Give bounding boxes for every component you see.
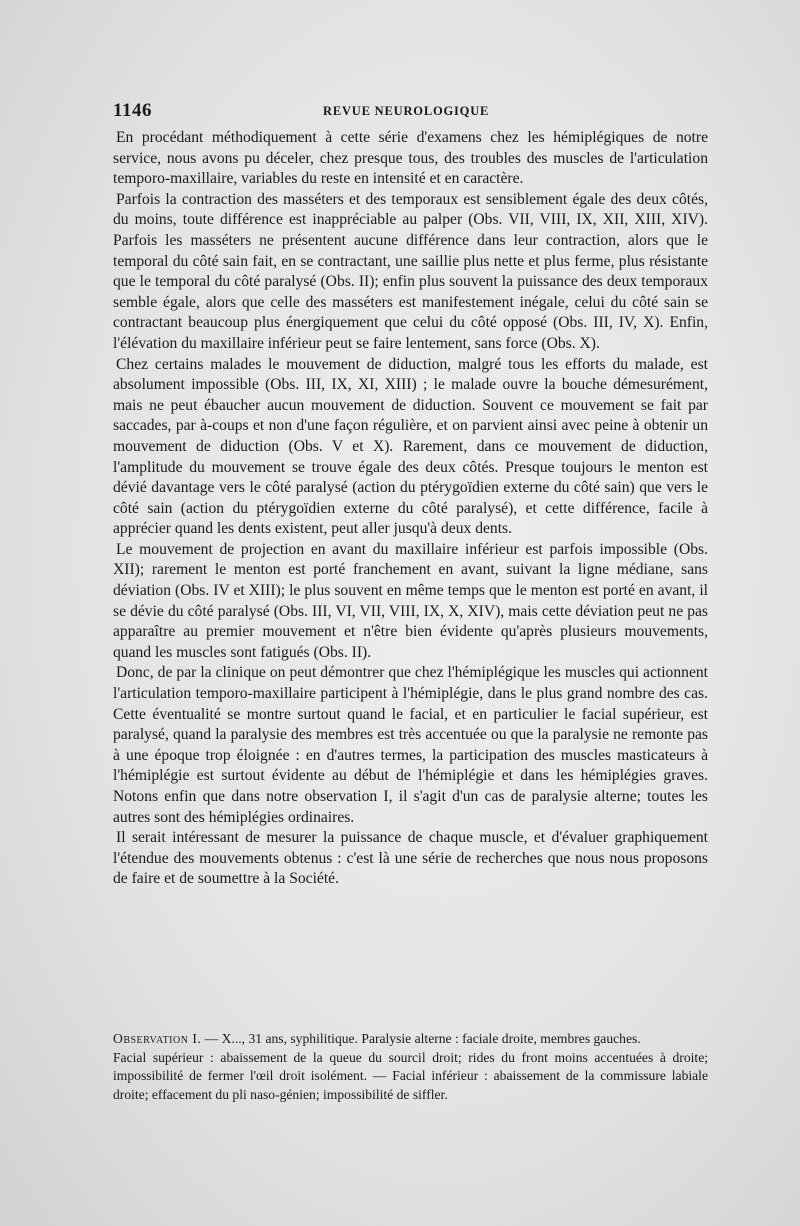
body-text: [113, 128, 708, 890]
page-number: 1146: [113, 100, 152, 121]
paragraph: En procédant méthodiquement à cette série d'examens chez les hémiplégiques de notre service, nous avons pu déceler, chez presque tous, des troubles des muscles de l'articulation temporo-maxillaire, variables du reste en intensité et en caractère.: [113, 129, 708, 188]
paragraph: Chez certains malades le mouvement de diduction, malgré tous les efforts du malade, est absolument impossible (Obs. III, IX, XI, XIII) ; le malade ouvre la bouche démesurément, mais ne peut ébaucher aucun mouvement de diduction. Souvent ce mouvement se fait par saccades, par à-coups et non d'une façon régulière, et on parvient ainsi avec peine à obtenir un mouvement de diduction (Obs. V et X). Rarement, dans ce mouvement de diduction, l'amplitude du mouvement se trouve égale des deux côtés. Presque toujours le menton est dévié davantage vers le côté paralysé (action du ptérygoïdien externe du côté sain) que vers le côté sain (action du ptérygoïdien externe du côté paralysé), et cette différence, facile à apprécier quand les dents existent, peut aller jusqu'à deux dents.: [113, 355, 708, 538]
observation-details: Facial supérieur : abaissement de la queue du sourcil droit; rides du front moins accentuées à droite; impossibilité de fermer l'œil droit isolément. — Facial inférieur : abaissement de la commissure labiale droite; effacement du pli naso-génien; impossibilité de siffler.: [113, 1049, 708, 1102]
observation-intro-text: — X..., 31 ans, syphilitique. Paralysie alterne : faciale droite, membres gauches.: [201, 1031, 641, 1046]
observation-intro: [113, 1030, 708, 1049]
observation-note: [113, 1030, 708, 1104]
observation-label: Observation I.: [113, 1031, 202, 1046]
paragraph: Il serait intéressant de mesurer la puissance de chaque muscle, et d'évaluer graphiquement l'étendue des mouvements obtenus : c'est là une série de recherches que nous nous proposons de faire et de soumettre à la Société.: [113, 829, 708, 888]
running-title: REVUE NEUROLOGIQUE: [323, 104, 490, 118]
paragraph: Le mouvement de projection en avant du maxillaire inférieur est parfois impossible (Obs. XII); rarement le menton est porté franchement en avant, suivant la ligne médiane, sans déviation (Obs. IV et XIII); le plus souvent en même temps que le menton est porté en avant, il se dévie du côté paralysé (Obs. III, VI, VII, VIII, IX, X, XIV), mais cette déviation peut ne pas apparaître au premier mouvement et n'être bien évidente qu'après plusieurs mouvements, quand les muscles sont fatigués (Obs. II).: [113, 540, 708, 661]
page-header: [113, 100, 708, 122]
paragraph: Donc, de par la clinique on peut démontrer que chez l'hémiplégique les muscles qui actionnent l'articulation temporo-maxillaire participent à l'hémiplégie, dans le plus grand nombre des cas. Cette éventualité se montre surtout quand le facial, et en particulier le facial supérieur, est paralysé, quand la paralysie des membres est très accentuée ou que la paralysie ne remonte pas à une époque trop éloignée : en d'autres termes, la participation des muscles masticateurs à l'hémiplégie est surtout évidente au début de l'hémiplégie et dans les hémiplégies graves. Notons enfin que dans notre observation I, il s'agit d'un cas de paralysie alterne; toutes les autres sont des hémiplégies ordinaires.: [113, 664, 708, 826]
paragraph: Parfois la contraction des masséters et des temporaux est sensiblement égale des deux côtés, du moins, toute différence est inappréciable au palper (Obs. VII, VIII, IX, XII, XIII, XIV). Parfois les masséters ne présentent aucune différence dans leur contraction, alors que le temporal du côté sain fait, en se contractant, une saillie plus nette et plus ferme, plus résistante que le temporal du côté paralysé (Obs. II); enfin plus souvent la puissance des deux temporaux semble égale, alors que celle des masséters est manifestement inégale, celui du côté sain se contractant beaucoup plus énergiquement que celui du côté opposé (Obs. III, IV, X). Enfin, l'élévation du maxillaire inférieur peut se faire lentement, sans force (Obs. X).: [113, 190, 708, 352]
